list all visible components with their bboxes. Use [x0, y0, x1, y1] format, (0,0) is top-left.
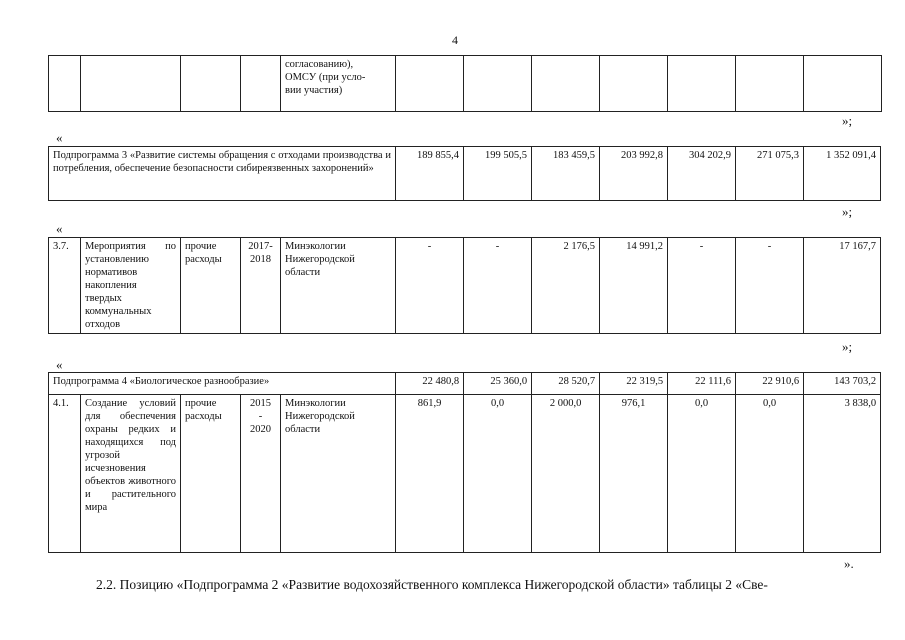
measure-name: Мероприятия по установлению нормативов накопления твердых коммунальных отходов [81, 238, 181, 334]
open-quote: « [56, 130, 63, 145]
expense-type: прочие расходы [181, 395, 241, 553]
value-cell: 1 352 091,4 [804, 147, 881, 201]
value-cell: 22 111,6 [668, 373, 736, 395]
close-quote: »; [842, 113, 853, 128]
row-number: 3.7. [49, 238, 81, 334]
value-cell: - [464, 238, 532, 334]
empty-cell [241, 56, 281, 112]
value-cell: 203 992,8 [600, 147, 668, 201]
value-cell: - [736, 238, 804, 334]
value-cell: 2 000,0 [532, 395, 600, 553]
table-subprogram-4 [48, 372, 881, 553]
value-cell: 304 202,9 [668, 147, 736, 201]
period-start: 2015 [250, 398, 271, 409]
empty-cell [736, 56, 804, 112]
empty-cell [49, 56, 81, 112]
empty-cell [181, 56, 241, 112]
subprogram-label: Подпрограмма 4 «Биологическое разнообразие» [49, 373, 396, 395]
page-number: 4 [452, 33, 458, 47]
value-cell: 22 319,5 [600, 373, 668, 395]
table-continuation [48, 55, 882, 112]
row-number: 4.1. [49, 395, 81, 553]
period-end: 2020 [250, 424, 271, 435]
open-quote: « [56, 221, 63, 236]
empty-cell [396, 56, 464, 112]
value-cell: 3 838,0 [804, 395, 881, 553]
executor: Минэкологии Нижегородской области [281, 395, 396, 553]
empty-cell [668, 56, 736, 112]
measure-name: Создание условий для обеспечения охраны редких и находящихся под угрозой исчезновения объектов животного и растительного мира [81, 395, 181, 553]
subprogram-label: Подпрограмма 3 «Развитие системы обращения с отходами производства и потребления, обеспечение безопасности сибиреязвенных захоронений» [49, 147, 396, 201]
cell-text-line: ОМСУ (при усло- [285, 72, 366, 83]
value-cell: 28 520,7 [532, 373, 600, 395]
value-cell: 0,0 [464, 395, 532, 553]
close-quote: »; [842, 204, 853, 219]
close-quote: ». [844, 556, 854, 571]
value-cell: 199 505,5 [464, 147, 532, 201]
period [241, 395, 281, 553]
value-cell: - [668, 238, 736, 334]
value-cell: 22 480,8 [396, 373, 464, 395]
period-dash: - [258, 411, 263, 422]
empty-cell [804, 56, 882, 112]
period: 2017-2018 [241, 238, 281, 334]
empty-cell [81, 56, 181, 112]
cell-text-line: согласованию), [285, 59, 354, 70]
value-cell: 2 176,5 [532, 238, 600, 334]
value-cell: 0,0 [668, 395, 736, 553]
empty-cell [464, 56, 532, 112]
value-cell: 976,1 [600, 395, 668, 553]
close-quote: »; [842, 339, 853, 354]
empty-cell [532, 56, 600, 112]
value-cell: 25 360,0 [464, 373, 532, 395]
value-cell: 271 075,3 [736, 147, 804, 201]
value-cell: 143 703,2 [804, 373, 881, 395]
empty-cell [600, 56, 668, 112]
expense-type: прочие расходы [181, 238, 241, 334]
paragraph-text: 2.2. Позицию «Подпрограмма 2 «Развитие водохозяйственного комплекса Нижегородской области» таблицы 2 «Све- [96, 577, 768, 592]
executor: Минэкологии Нижегородской области [281, 238, 396, 334]
executor-cell [281, 56, 396, 112]
value-cell: 17 167,7 [804, 238, 881, 334]
value-cell: 22 910,6 [736, 373, 804, 395]
value-cell: 14 991,2 [600, 238, 668, 334]
value-cell: 0,0 [736, 395, 804, 553]
value-cell: 183 459,5 [532, 147, 600, 201]
table-subprogram-3 [48, 146, 881, 201]
value-cell: 861,9 [396, 395, 464, 553]
cell-text-line: вии участия) [285, 85, 343, 96]
table-row-3-7 [48, 237, 881, 334]
value-cell: 189 855,4 [396, 147, 464, 201]
value-cell: - [396, 238, 464, 334]
open-quote: « [56, 357, 63, 372]
